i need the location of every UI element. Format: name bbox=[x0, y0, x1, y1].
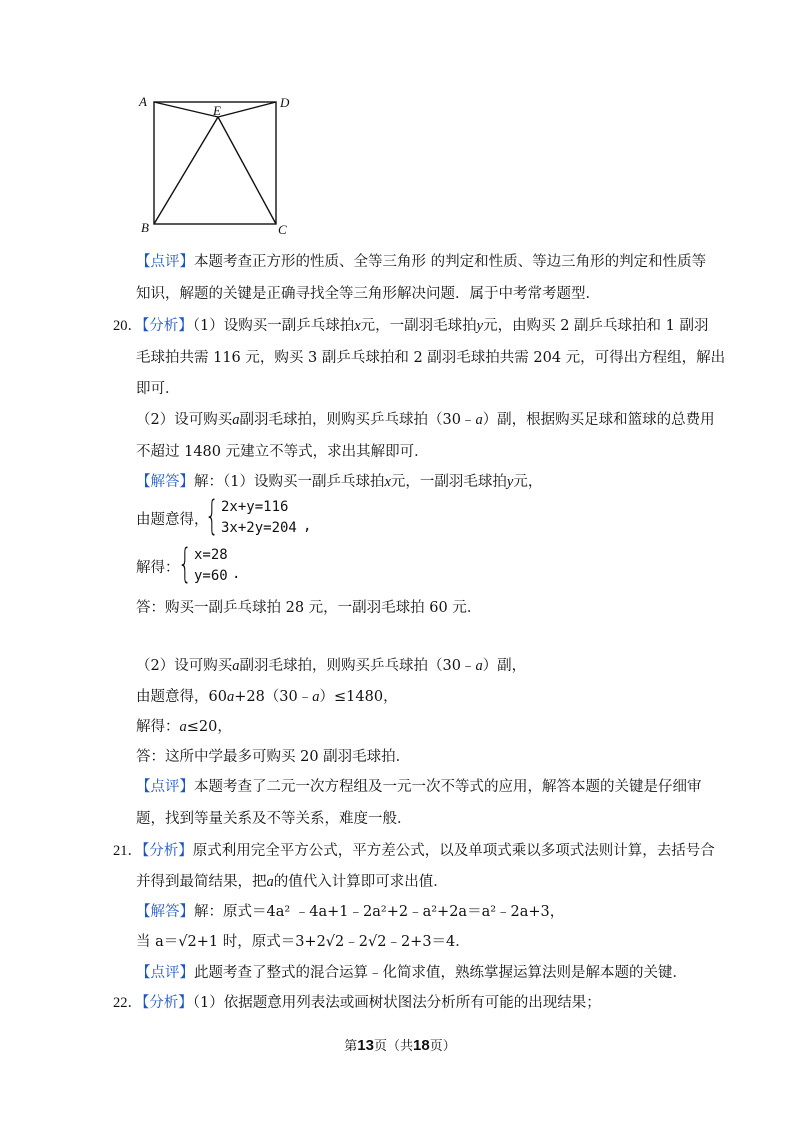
q20-analysis-line3 bbox=[136, 379, 180, 399]
page-footer bbox=[0, 1035, 800, 1054]
answer-tag: 【解答】 bbox=[136, 904, 194, 920]
analysis-tag: 【分析】 bbox=[142, 318, 193, 334]
var-a: a bbox=[179, 719, 187, 735]
analysis-tag: 【分析】 bbox=[142, 843, 193, 859]
q20-a3: 即可． bbox=[136, 381, 180, 397]
q20-a4-pre: （2）设可购买 bbox=[136, 412, 233, 428]
square-triangle-figure bbox=[135, 90, 295, 240]
solution-x: x=28 bbox=[194, 547, 228, 563]
q20-s4: 答：购买一副乒乓球拍 28 元，一副羽毛球拍 60 元． bbox=[136, 600, 482, 616]
square-abcd bbox=[154, 102, 276, 224]
q21-c1: 此题考查了整式的混合运算﹣化简求值，熟练掌握运算法则是解本题的关键． bbox=[194, 965, 687, 981]
q21-a2-pre: 并得到最简结果，把 bbox=[136, 874, 267, 890]
equation-1: 2x+y=116 bbox=[221, 499, 289, 515]
label-d: D bbox=[280, 95, 290, 110]
q20-solution-answer2 bbox=[136, 747, 410, 767]
q20-solve-label bbox=[136, 558, 180, 578]
q20-s6-mid: +28（30﹣ bbox=[234, 689, 313, 705]
q20-solution-line5 bbox=[136, 656, 526, 676]
segment-be bbox=[154, 117, 218, 224]
q21-a1: 原式利用完全平方公式，平方差公式，以及单项式乘以多项式法则计算，去括号合 bbox=[192, 843, 715, 859]
answer-tag: 【解答】 bbox=[136, 474, 194, 490]
q22-a1: （1）依据题意用列表法或画树状图法分析所有可能的出现结果； bbox=[192, 995, 601, 1011]
q21-a2-post: 的值代入计算即可求出值． bbox=[273, 874, 448, 890]
q19-comment-line2 bbox=[136, 284, 600, 304]
q20-analysis-line1 bbox=[113, 316, 709, 336]
q20-analysis-line4 bbox=[136, 410, 715, 430]
var-x: x bbox=[354, 318, 361, 334]
var-a: a bbox=[475, 658, 483, 674]
equation-2: 3x+2y=204 bbox=[221, 520, 297, 536]
q20-a1-mid: 元，一副羽毛球拍 bbox=[360, 318, 477, 334]
var-a: a bbox=[475, 412, 483, 428]
label-a: A bbox=[139, 94, 147, 109]
q20-a4-post: 副羽毛球拍，则购买乒乓球拍（30﹣ bbox=[239, 412, 476, 428]
q20-s7-pre: 解得： bbox=[136, 719, 180, 735]
q20-a1-post: 元，由购买 2 副乒乓球拍和 1 副羽 bbox=[483, 318, 709, 334]
q21-analysis-line1 bbox=[113, 841, 715, 861]
q20-a2: 毛球拍共需 116 元，购买 3 副乒乓球拍和 2 副羽毛球拍共需 204 元，可得出方程组，解出 bbox=[136, 350, 726, 366]
solution-system bbox=[178, 541, 258, 588]
q20-s7-post: ≤20， bbox=[186, 719, 232, 735]
q20-c1: 本题考查了二元一次方程组及一元一次不等式的应用，解答本题的关键是仔细审 bbox=[194, 779, 702, 795]
footer-total-pages: 18 bbox=[413, 1037, 430, 1054]
q19-comment-text1: 本题考查正方形的性质、全等三角形 的判定和性质、等边三角形的判定和性质等 bbox=[194, 254, 707, 270]
var-a: a bbox=[226, 689, 235, 705]
var-a: a bbox=[266, 874, 274, 890]
q20-solution-answer1 bbox=[136, 598, 481, 618]
segment-de bbox=[218, 102, 276, 117]
q20-c2: 题，找到等量关系及不等关系，难度一般． bbox=[136, 811, 412, 827]
q19-comment-text2: 知识，解题的关键是正确寻找全等三角形解决问题．属于中考常考题型． bbox=[136, 286, 600, 302]
q20-a5: 不超过 1480 元建立不等式，求出其解即可． bbox=[136, 444, 429, 460]
label-c: C bbox=[278, 222, 287, 237]
brace: { bbox=[178, 541, 192, 587]
q20-solution-line7 bbox=[136, 717, 232, 737]
footer-page-number: 13 bbox=[357, 1037, 374, 1054]
var-x: x bbox=[384, 474, 391, 490]
label-e: E bbox=[213, 103, 221, 118]
analysis-tag: 【分析】 bbox=[142, 995, 193, 1011]
var-a: a bbox=[232, 412, 240, 428]
segment-ae bbox=[154, 102, 218, 117]
var-a: a bbox=[232, 658, 240, 674]
q20-s8: 答：这所中学最多可购买 20 副羽毛球拍． bbox=[136, 749, 411, 765]
q21-s1: 解：原式＝4a² ﹣4a+1﹣2a²+2﹣a²+2a＝a²﹣2a+3， bbox=[194, 904, 565, 920]
comment-tag: 【点评】 bbox=[136, 254, 194, 270]
comment-tag: 【点评】 bbox=[136, 965, 194, 981]
var-y: y bbox=[506, 474, 514, 490]
q20-s1-pre: 解：（1）设购买一副乒乓球拍 bbox=[194, 474, 385, 490]
q20-system-label bbox=[136, 510, 209, 530]
q20-s2-label: 由题意得， bbox=[136, 512, 209, 528]
q20-comment-line2 bbox=[136, 809, 412, 829]
q20-analysis-line5 bbox=[136, 442, 429, 462]
q22-number: 22． bbox=[113, 995, 142, 1011]
q20-s5-pre: （2）设可购买 bbox=[136, 658, 233, 674]
q20-s6-post: ）≤1480， bbox=[319, 689, 398, 705]
footer-pre: 第 bbox=[344, 1039, 358, 1054]
q20-solution-line6 bbox=[136, 687, 398, 707]
q21-solution-line1 bbox=[136, 902, 564, 922]
solution-period: . bbox=[232, 566, 241, 582]
q21-number: 21． bbox=[113, 843, 142, 859]
comment-tag: 【点评】 bbox=[136, 779, 194, 795]
system-comma: , bbox=[303, 518, 312, 534]
q21-s2: 当 a＝√2+1 时，原式＝3+2√2﹣2√2﹣2+3＝4． bbox=[136, 934, 470, 950]
q22-analysis-line1 bbox=[113, 993, 601, 1013]
footer-post: 页） bbox=[429, 1039, 456, 1054]
q20-analysis-line2 bbox=[136, 348, 725, 368]
q19-comment-line1 bbox=[136, 252, 706, 272]
brace: { bbox=[205, 493, 219, 539]
q20-a4-end: ）副，根据购买足球和篮球的总费用 bbox=[482, 412, 715, 428]
q20-number: 20． bbox=[113, 318, 142, 334]
q20-s1-mid: 元，一副羽毛球拍 bbox=[390, 474, 507, 490]
equation-system bbox=[205, 493, 315, 540]
segment-ce bbox=[218, 117, 276, 224]
q20-comment-line1 bbox=[136, 777, 702, 797]
q20-s3-label: 解得： bbox=[136, 560, 180, 576]
q20-s5-post: 副羽毛球拍，则购买乒乓球拍（30﹣ bbox=[239, 658, 476, 674]
q21-solution-line2 bbox=[136, 932, 470, 952]
q21-comment-line bbox=[136, 963, 687, 983]
q21-analysis-line2 bbox=[136, 872, 448, 892]
footer-mid: 页（共 bbox=[373, 1039, 413, 1054]
solution-y: y=60 bbox=[194, 568, 228, 584]
q20-a1-pre: （1）设购买一副乒乓球拍 bbox=[192, 318, 355, 334]
var-a: a bbox=[312, 689, 320, 705]
q20-s5-end: ）副， bbox=[482, 658, 527, 674]
var-y: y bbox=[476, 318, 484, 334]
q20-s6-pre: 由题意得，60 bbox=[136, 689, 227, 705]
q20-s1-post: 元， bbox=[513, 474, 543, 490]
q20-solution-line1 bbox=[136, 472, 542, 492]
label-b: B bbox=[141, 220, 149, 235]
